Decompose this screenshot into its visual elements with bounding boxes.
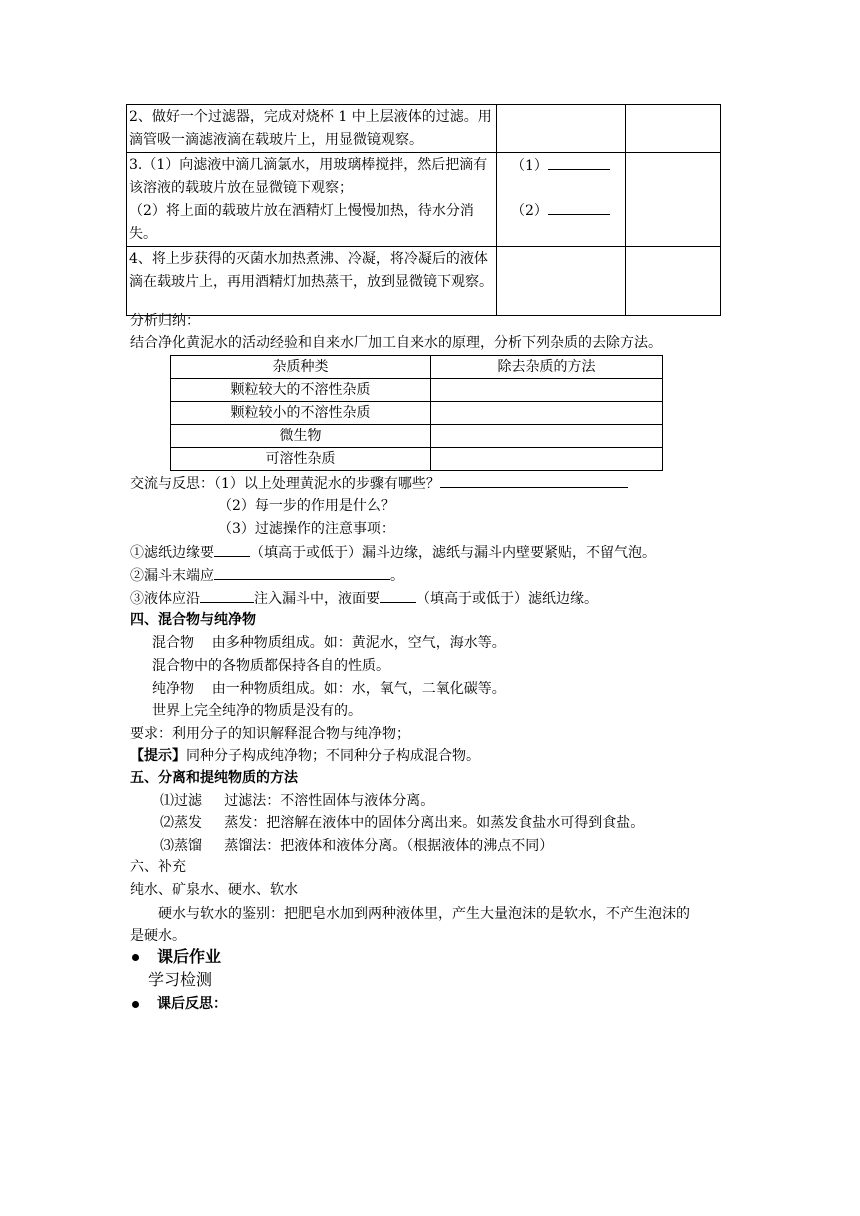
method-evaporate: ⑵蒸发 蒸发：把溶解在液体中的固体分离出来。如蒸发食盐水可得到食盐。 [160, 815, 645, 831]
col-header-method: 除去杂质的方法 [431, 356, 663, 379]
section-5-title: 五、分离和提纯物质的方法 [130, 770, 298, 786]
answer-blank-note3a[interactable] [200, 588, 254, 603]
conclusion-cell [626, 247, 721, 316]
answer-blank-1[interactable] [548, 155, 610, 170]
table-row [171, 448, 663, 471]
method-filter: ⑴过滤 过滤法：不溶性固体与液体分离。 [160, 793, 435, 809]
section-4-title: 四、混合物与纯净物 [130, 612, 256, 628]
analysis-intro: 结合净化黄泥水的活动经验和自来水厂加工自来水的原理，分析下列杂质的去除方法。 [130, 335, 662, 351]
note-3 [130, 588, 598, 609]
answer-blank-note2[interactable] [214, 565, 390, 580]
method-blank[interactable] [431, 379, 663, 402]
answer-blank-2[interactable] [548, 200, 610, 215]
table-header-row [171, 356, 663, 379]
conclusion-cell [626, 153, 721, 247]
reflect-heading [132, 994, 227, 1014]
note-1-a: ①滤纸边缘要 [130, 545, 214, 561]
section-6-line2: 硬水与软水的鉴别：把肥皂水加到两种液体里，产生大量泡沫的是软水，不产生泡沫的 [158, 906, 690, 922]
note-2-b: 。 [390, 568, 404, 584]
hint [130, 746, 480, 766]
analysis-heading: 分析归纳： [130, 313, 200, 329]
method-distill: ⑶蒸馏 蒸馏法：把液体和液体分离。（根据液体的沸点不同） [160, 838, 554, 854]
section-4-line2: 混合物中的各物质都保持各自的性质。 [152, 658, 390, 674]
impurity-type: 微生物 [171, 425, 431, 448]
note-3-c: （填高于或低于）滤纸边缘。 [416, 591, 598, 607]
blank-label-2: （2） [511, 203, 548, 219]
experiment-table [126, 104, 721, 316]
answer-blank-steps[interactable] [440, 473, 628, 488]
step-2-text: 2、做好一个过滤器，完成对烧杯 1 中上层液体的过滤。用滴管吸一滴滤液滴在载玻片上，用显微镜观察。 [129, 109, 492, 148]
conclusion-cell [626, 105, 721, 153]
impurity-table [170, 355, 663, 471]
method-blank[interactable] [431, 402, 663, 425]
requirement: 要求：利用分子的知识解释混合物与纯净物； [130, 726, 410, 742]
note-3-b: 注入漏斗中，液面要 [254, 591, 380, 607]
section-4-line4: 世界上完全纯净的物质是没有的。 [152, 703, 362, 719]
bullet-icon [132, 954, 139, 961]
impurity-type: 可溶性杂质 [171, 448, 431, 471]
note-1-b: （填高于或低于）漏斗边缘，滤纸与漏斗内壁要紧贴，不留气泡。 [250, 545, 656, 561]
observation-cell [497, 105, 626, 153]
reflection-q1-text: 交流与反思：（1）以上处理黄泥水的步骤有哪些？ [130, 476, 440, 492]
bullet-icon [132, 1001, 139, 1008]
section-6-line1: 纯水、矿泉水、硬水、软水 [130, 882, 298, 898]
step-3-cell [127, 153, 497, 247]
step-2-cell [127, 105, 497, 153]
impurity-type: 颗粒较大的不溶性杂质 [171, 379, 431, 402]
col-header-type: 杂质种类 [171, 356, 431, 379]
hint-label: 【提示】 [130, 748, 186, 764]
homework-sub: 学习检测 [148, 970, 213, 989]
reflect-title: 课后反思： [157, 996, 227, 1012]
note-2 [130, 565, 404, 586]
section-4-line3: 纯净物 由一种物质组成。如：水，氧气，二氧化碳等。 [152, 681, 506, 697]
reflection-q1 [130, 473, 628, 494]
method-blank[interactable] [431, 448, 663, 471]
step-3-line2: （2）将上面的载玻片放在酒精灯上慢慢加热，待水分消失。 [129, 203, 474, 242]
homework-heading [132, 947, 221, 967]
blank-label-1: （1） [511, 158, 548, 174]
impurity-type: 颗粒较小的不溶性杂质 [171, 402, 431, 425]
observation-cell [497, 247, 626, 316]
answer-blank-note1[interactable] [214, 542, 250, 557]
step-4-text: 4、将上步获得的灭菌水加热煮沸、冷凝，将冷凝后的液体滴在载玻片上，再用酒精灯加热蒸干，放到显微镜下观察。 [129, 251, 493, 290]
section-6-line3: 是硬水。 [130, 928, 186, 944]
answer-blank-note3b[interactable] [380, 588, 416, 603]
homework-title: 课后作业 [157, 947, 222, 966]
hint-text: 同种分子构成纯净物；不同种分子构成混合物。 [186, 748, 480, 764]
section-6-title: 六、补充 [130, 859, 186, 875]
step-4-cell [127, 247, 497, 316]
table-row [171, 379, 663, 402]
table-row [171, 425, 663, 448]
observation-cell [497, 153, 626, 247]
reflection-q2: （2）每一步的作用是什么？ [218, 498, 395, 514]
section-4-line1: 混合物 由多种物质组成。如：黄泥水，空气，海水等。 [152, 635, 506, 651]
note-1 [130, 542, 656, 563]
step-3-line1: 3.（1）向滤液中滴几滴氯水，用玻璃棒搅拌，然后把滴有该溶液的载玻片放在显微镜下观察； [129, 157, 488, 196]
note-2-a: ②漏斗末端应 [130, 568, 214, 584]
table-row [171, 402, 663, 425]
note-3-a: ③液体应沿 [130, 591, 200, 607]
method-blank[interactable] [431, 425, 663, 448]
reflection-q3: （3）过滤操作的注意事项： [218, 521, 395, 537]
